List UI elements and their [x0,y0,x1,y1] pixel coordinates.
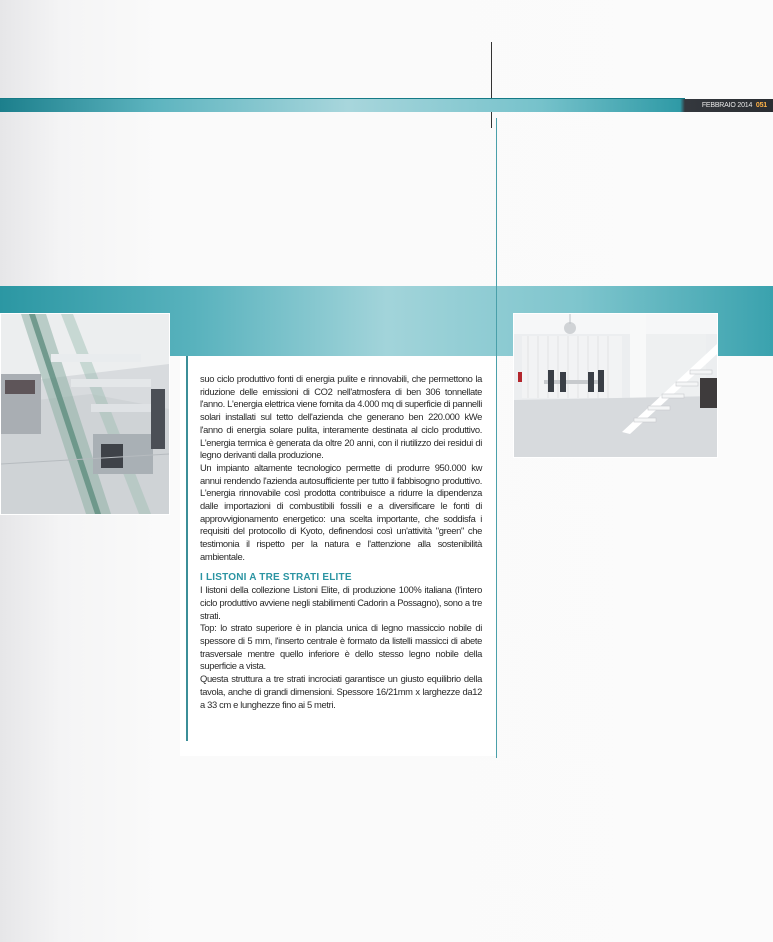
page-number: 051 [755,102,767,109]
header-band [0,99,773,112]
column-rule-left [186,356,188,741]
left-interior-photo [0,313,170,515]
page-folio [702,100,767,111]
article-paragraph: suo ciclo produttivo fonti di energia pulite e rinnovabili, che permettono la riduzione delle emissioni di CO2 nell'atmosfera di ben 306 tonnellate l'anno. L'energia elettrica viene fornita da 4.000 mq di superficie di pannelli solari installati sul tetto dell'azienda che generano ben 220.000 kWe l'anno di energia solare pulita, interamente destinata al ciclo produttivo. L'energia termica è generata da oltre 20 anni, con il riutilizzo dei residui di legno derivanti dalla produzione. [200,373,482,461]
section-heading: I LISTONI A TRE STRATI ELITE [200,571,352,583]
article-paragraph: Questa struttura a tre strati incrociati garantisce un giusto equilibrio della tavola, anche di grandi dimensioni. Spessore 16/21mm x larghezze da12 a 33 cm e lunghezze fino ai 5 metri. [200,673,482,710]
dining-room-illustration [514,314,717,457]
right-interior-photo [513,313,718,458]
glass-staircase-illustration [1,314,169,514]
column-rule-right [496,118,497,758]
issue-date: FEBBRAIO 2014 [701,102,753,109]
top-divider-line [491,42,492,128]
article-paragraph: Top: lo strato superiore è in plancia unica di legno massiccio nobile di spessore di 5 mm, l'inserto centrale è formato da listelli massicci di abete trasversale mentre quello inferiore è dello stesso legno nobile della superficie a vista. [200,622,482,672]
article-paragraph: I listoni della collezione Listoni Elite, di produzione 100% italiana (l'intero ciclo produttivo avviene negli stabilimenti Cadorin a Possagno), sono a tre strati. [200,584,482,621]
article-body [200,373,482,711]
article-paragraph: Un impianto altamente tecnologico permette di produrre 950.000 kw annui rendendo l'azienda autosufficiente per tutto il fabbisogno produttivo. L'energia rinnovabile così prodotta contribuisce a ridurre la dipendenza dalle importazioni di combustibili fossili e a diversificare le fonti di approvvigionamento energetico: una scelta importante, che soddisfa i requisiti del protocollo di Kyoto, definendosi così un'attività "green" che testimonia il rispetto per la natura e l'attenzione alla sostenibilità ambientale. [200,461,482,562]
